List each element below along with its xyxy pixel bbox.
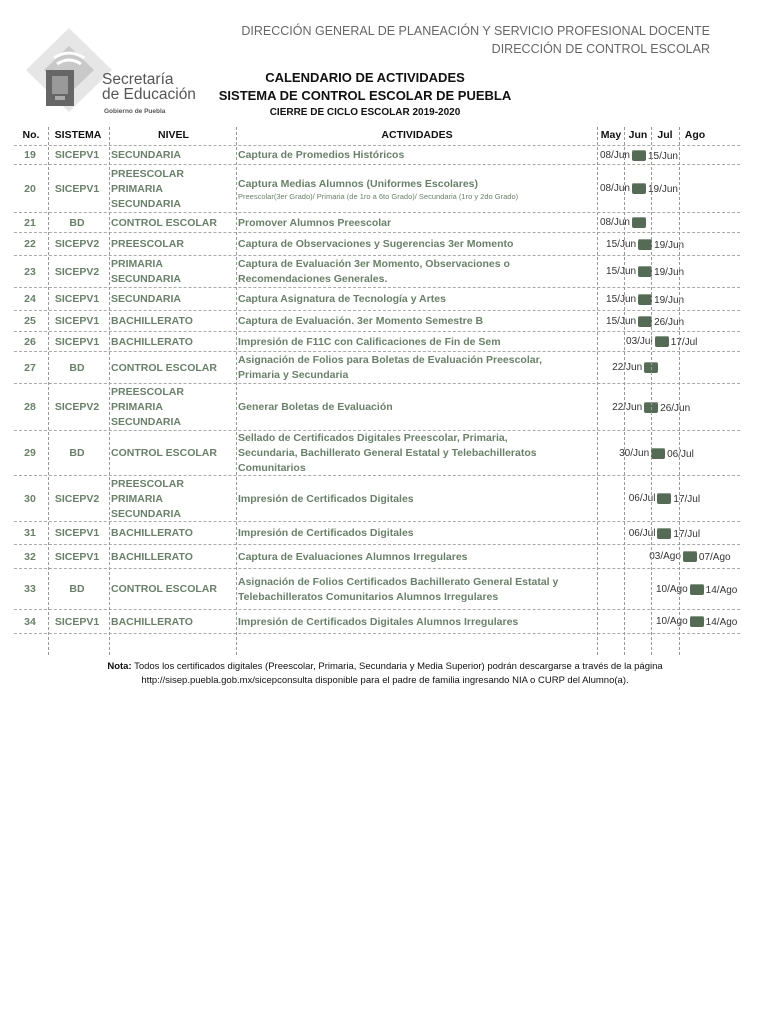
gantt-end-date: 15/Jun xyxy=(647,150,678,162)
gantt-bar xyxy=(632,150,646,161)
row-no: 29 xyxy=(24,447,36,459)
row-no: 27 xyxy=(24,361,36,374)
gantt-end-date: 14/Ago xyxy=(705,584,738,596)
gantt-start-date: 03/Jul xyxy=(626,336,653,347)
row-sistema: SICEPV1 xyxy=(54,550,100,563)
column-divider xyxy=(109,127,110,655)
row-sistema: SICEPV1 xyxy=(54,182,100,195)
row-no: 25 xyxy=(24,315,36,327)
row-no: 19 xyxy=(24,149,36,161)
gantt-bar xyxy=(638,316,652,327)
org-line-2: DIRECCIÓN DE CONTROL ESCOLAR xyxy=(491,42,710,56)
row-separator xyxy=(14,633,740,634)
gantt-end-date: 17/Jul xyxy=(670,337,698,348)
row-actividad: Asignación de Folios Certificados Bachillerato General Estatal y Telebachilleratos Comunitarios Alumnos Irregulares xyxy=(238,575,559,603)
logo-subtext: Gobierno de Puebla xyxy=(104,108,166,115)
gantt-start-date: 08/Jun xyxy=(599,149,630,161)
gantt-bar xyxy=(638,239,652,250)
row-nivel: BACHILLERATO xyxy=(111,315,193,327)
row-sistema: SICEPV2 xyxy=(54,238,100,250)
row-nivel: CONTROL ESCOLAR xyxy=(111,447,217,459)
gantt-bar xyxy=(638,294,652,305)
row-nivel: BACHILLERATO xyxy=(111,527,193,539)
gantt-start-date: 08/Jun xyxy=(599,217,630,228)
row-nivel: BACHILLERATO xyxy=(111,615,193,628)
row-no: 30 xyxy=(24,492,36,505)
row-sistema: SICEPV1 xyxy=(54,527,100,539)
footnote: Nota: Todos los certificados digitales (Preescolar, Primaria, Secundaria y Media Superior) podrán descargarse a través de la página http://sisep.puebla.gob.mx/sicepconsulta disponible para el padre de familia ingresando NIA o CURP del Alumno(a). xyxy=(107,661,663,686)
column-divider xyxy=(624,127,625,655)
row-nivel: CONTROL ESCOLAR xyxy=(111,583,217,595)
gantt-start-date: 22/Jun xyxy=(612,401,643,413)
row-actividad: Captura de Evaluación 3er Momento, Observaciones o Recomendaciones Generales. xyxy=(238,258,510,285)
row-sistema: BD xyxy=(69,583,85,595)
row-nivel: PREESCOLAR PRIMARIA SECUNDARIA xyxy=(111,167,184,210)
gantt-end-date: 14/Ago xyxy=(705,617,738,628)
gantt-start-date: 15/Jun xyxy=(606,238,637,250)
column-divider xyxy=(651,127,652,655)
row-nivel: PREESCOLAR xyxy=(111,238,184,250)
row-no: 34 xyxy=(24,615,36,628)
row-nivel: SECUNDARIA xyxy=(111,293,182,305)
header-separator xyxy=(14,145,740,146)
gantt-end-date: 07/Ago xyxy=(698,552,731,563)
gantt-end-date: 26/Jun xyxy=(660,402,691,414)
gantt-bar xyxy=(632,217,646,228)
gantt-start-date: 22/Jun xyxy=(612,362,643,373)
logo-text: Secretaría de Educación xyxy=(102,71,196,103)
row-nivel: PRIMARIA SECUNDARIA xyxy=(111,258,182,285)
gantt-start-date: 15/Jun xyxy=(606,315,637,327)
row-nivel: PREESCOLAR PRIMARIA SECUNDARIA xyxy=(111,477,184,520)
gantt-start-date: 10/Ago xyxy=(655,583,688,595)
row-no: 31 xyxy=(24,527,36,539)
row-nivel: BACHILLERATO xyxy=(111,550,193,563)
row-sistema: BD xyxy=(69,447,85,459)
gantt-end-date: 17/Jul xyxy=(673,528,701,540)
gantt-bar xyxy=(683,551,697,562)
doc-subtitle: SISTEMA DE CONTROL ESCOLAR DE PUEBLA xyxy=(218,88,512,103)
gantt-start-date: 08/Jun xyxy=(599,183,630,194)
gantt-end-date: 17/Jul xyxy=(673,494,701,505)
gantt-end-date: 06/Jul xyxy=(667,448,694,460)
gantt-start-date: 15/Jun xyxy=(606,266,637,277)
row-sistema: BD xyxy=(69,216,85,229)
row-no: 33 xyxy=(24,583,36,595)
row-actividad: Captura de Observaciones y Sugerencias 3er Momento xyxy=(238,238,514,250)
row-actividad: Captura Asignatura de Tecnología y Artes xyxy=(238,293,446,305)
column-divider xyxy=(679,127,680,655)
gantt-start-date: 30/Jun xyxy=(619,447,650,459)
row-actividad: Captura de Promedios Históricos xyxy=(238,149,405,161)
row-no: 22 xyxy=(24,238,36,250)
row-actividad: Promover Alumnos Preescolar xyxy=(238,216,392,229)
gantt-start-date: 10/Ago xyxy=(655,616,688,627)
row-actividad: Generar Boletas de Evaluación xyxy=(238,401,393,413)
col-header-jul: Jul xyxy=(657,129,673,141)
gantt-bar xyxy=(690,616,704,627)
doc-title: CALENDARIO DE ACTIVIDADES xyxy=(265,70,465,85)
row-nivel: PREESCOLAR PRIMARIA SECUNDARIA xyxy=(111,386,184,428)
gantt-end-date: 19/Jun xyxy=(654,267,685,278)
gantt-bar xyxy=(690,584,704,595)
row-no: 20 xyxy=(24,182,36,195)
row-sistema: SICEPV2 xyxy=(54,265,100,278)
column-divider xyxy=(236,127,237,655)
gantt-bar xyxy=(638,266,652,277)
row-actividad: Asignación de Folios para Boletas de Evaluación Preescolar, Primaria y Secundaria xyxy=(238,354,543,381)
gantt-bar xyxy=(632,183,646,194)
row-actividad: Impresión de F11C con Calificaciones de Fin de Sem xyxy=(238,335,501,348)
col-header-ago: Ago xyxy=(684,129,706,141)
row-nivel: BACHILLERATO xyxy=(111,335,193,348)
row-sistema: SICEPV1 xyxy=(54,335,100,348)
row-no: 32 xyxy=(24,550,36,563)
gantt-start-date: 15/Jun xyxy=(606,293,637,305)
gantt-bar xyxy=(655,336,669,347)
gantt-end-date: 19/Jun xyxy=(654,294,685,306)
col-header-actividades: ACTIVIDADES xyxy=(381,129,453,141)
gantt-bar xyxy=(657,528,671,539)
row-sistema: SICEPV1 xyxy=(54,315,100,327)
col-header-nivel: NIVEL xyxy=(158,129,189,141)
row-sistema: SICEPV1 xyxy=(54,149,100,161)
row-actividad: Impresión de Certificados Digitales xyxy=(238,492,414,505)
row-actividad: Sellado de Certificados Digitales Preescolar, Primaria, Secundaria, Bachillerato General Estatal y Telebachilleratos Comunitarios xyxy=(238,432,537,474)
gantt-end-date: 26/Jun xyxy=(654,316,685,328)
row-sistema: SICEPV1 xyxy=(54,615,100,628)
col-header-jun: Jun xyxy=(628,129,648,141)
row-sistema: SICEPV2 xyxy=(54,492,100,505)
column-divider xyxy=(597,127,598,655)
gantt-bar xyxy=(651,448,665,459)
row-sistema: SICEPV1 xyxy=(54,293,100,305)
row-actividad: Captura de Evaluación. 3er Momento Semestre B xyxy=(238,315,484,327)
row-nivel: SECUNDARIA xyxy=(111,149,182,161)
row-no: 24 xyxy=(24,293,36,305)
row-nivel: CONTROL ESCOLAR xyxy=(111,216,217,229)
row-actividad: Impresión de Certificados Digitales Alumnos Irregulares xyxy=(238,615,519,628)
col-header-may: May xyxy=(600,129,622,141)
doc-cycle: CIERRE DE CICLO ESCOLAR 2019-2020 xyxy=(269,107,461,118)
col-header-no: No. xyxy=(22,129,40,141)
gantt-end-date: 19/Jun xyxy=(647,184,678,195)
row-actividad: Captura Medias Alumnos (Uniformes Escolares) Preescolar(3er Grado)/ Primaria (de 1ro a 6to Grado)/ Secundaria (1ro y 2do Grado) xyxy=(238,177,519,201)
row-no: 23 xyxy=(24,265,36,278)
row-no: 26 xyxy=(24,335,36,348)
col-header-sistema: SISTEMA xyxy=(54,129,102,141)
gantt-bar xyxy=(657,493,671,504)
column-divider xyxy=(48,127,49,655)
gantt-start-date: 03/Ago xyxy=(649,551,681,562)
row-no: 28 xyxy=(24,401,36,413)
row-actividad: Impresión de Certificados Digitales xyxy=(238,527,414,539)
row-sistema: BD xyxy=(69,361,85,374)
row-sistema: SICEPV2 xyxy=(54,401,100,413)
gantt-start-date: 06/Jul xyxy=(628,527,656,539)
org-line-1: DIRECCIÓN GENERAL DE PLANEACIÓN Y SERVICIO PROFESIONAL DOCENTE xyxy=(241,24,710,38)
gantt-end-date: 19/Jun xyxy=(654,239,685,251)
row-nivel: CONTROL ESCOLAR xyxy=(111,361,217,374)
row-actividad: Captura de Evaluaciones Alumnos Irregulares xyxy=(238,550,468,563)
gantt-start-date: 06/Jul xyxy=(628,493,656,504)
row-no: 21 xyxy=(24,216,36,229)
